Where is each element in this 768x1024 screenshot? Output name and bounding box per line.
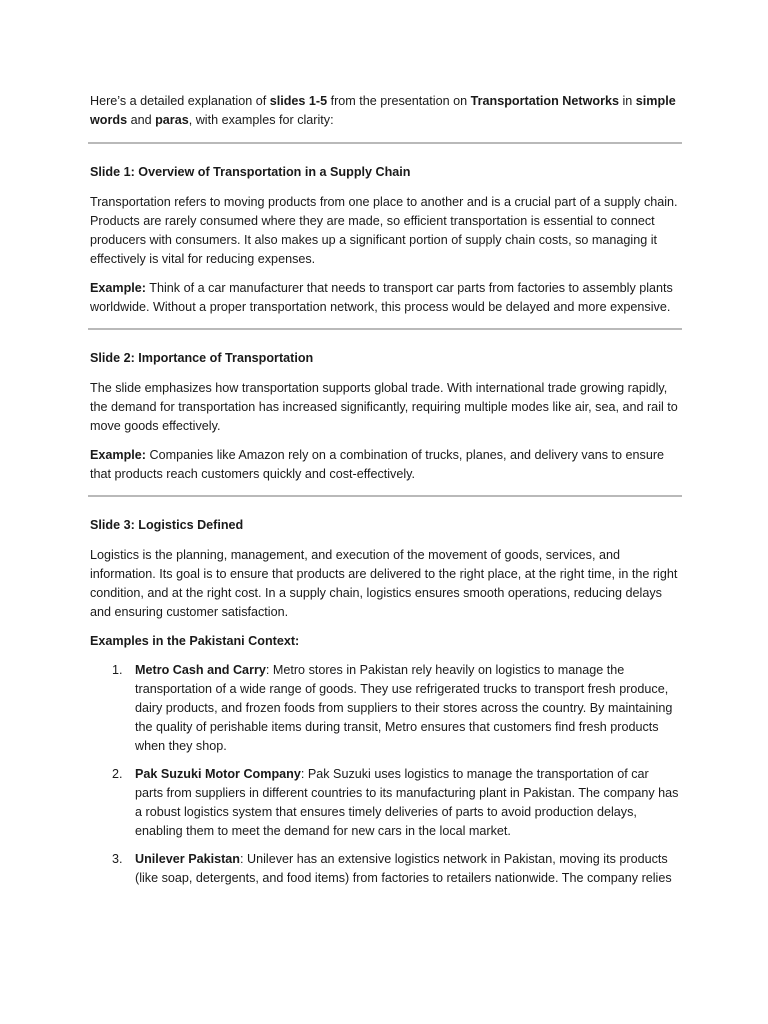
slide-3-heading: Slide 3: Logistics Defined: [90, 518, 244, 532]
slide-3-paragraph: Logistics is the planning, management, and execution of the movement of goods, services, and information. Its goal is to ensure that products are delivered to the right place, at the right time, in the right condition, and at the right cost. In a supply chain, logistics ensures smooth operations, reducing delays and ensuring customer satisfaction.: [90, 548, 678, 619]
list-item-number: 2.: [112, 767, 123, 781]
list-item: [90, 850, 680, 888]
slide-2-heading: Slide 2: Importance of Transportation: [90, 351, 314, 365]
document-page: [90, 92, 680, 897]
list-item: [90, 661, 680, 756]
slide-2-section: [90, 349, 680, 484]
list-item-title: Unilever Pakistan: [135, 852, 240, 866]
list-item-title: Metro Cash and Carry: [135, 663, 266, 677]
slide-1-heading: Slide 1: Overview of Transportation in a Supply Chain: [90, 165, 411, 179]
list-item-number: 1.: [112, 663, 123, 677]
slide-2-example: [90, 446, 680, 484]
slide-2-paragraph: The slide emphasizes how transportation supports global trade. With international trade growing rapidly, the demand for transportation has increased significantly, requiring multiple modes like air, sea, and rail to move goods effectively.: [90, 381, 678, 433]
examples-subheading: Examples in the Pakistani Context:: [90, 634, 300, 648]
example-text: Companies like Amazon rely on a combination of trucks, planes, and delivery vans to ensure that products reach customers quickly and cost-effectively.: [90, 448, 665, 481]
intro-bold-topic: Transportation Networks: [470, 94, 619, 108]
slide-1-example: [90, 279, 680, 317]
list-item-title: Pak Suzuki Motor Company: [135, 767, 301, 781]
intro-text: and: [127, 113, 156, 127]
list-item: [90, 765, 680, 841]
intro-paragraph: [90, 92, 680, 130]
list-item-text: : Unilever has an extensive logistics network in Pakistan, moving its products (like soap, detergents, and food items) from factories to retailers nationwide. The company relies: [135, 852, 672, 885]
intro-text: in: [618, 94, 636, 108]
slide-3-section: [90, 516, 680, 888]
list-item-text: : Metro stores in Pakistan rely heavily on logistics to manage the transportation of a wide range of goods. They use refrigerated trucks to transport fresh produce, dairy products, and frozen foods from suppliers to their stores across the country. By maintaining the quality of perishable items during transit, Metro ensures that customers find fresh products when they shop.: [135, 663, 673, 753]
intro-bold-slides: slides 1-5: [269, 94, 328, 108]
examples-list: [90, 661, 680, 888]
list-item-number: 3.: [112, 852, 123, 866]
example-text: Think of a car manufacturer that needs to transport car parts from factories to assembly plants worldwide. Without a proper transportation network, this process would be delayed and more expensive.: [90, 281, 673, 314]
intro-text: from the presentation on: [327, 94, 471, 108]
example-label: Example:: [90, 281, 146, 295]
intro-text: Here’s a detailed explanation of: [90, 94, 270, 108]
example-label: Example:: [90, 448, 146, 462]
divider: [88, 142, 682, 144]
intro-bold-paras: paras: [155, 113, 189, 127]
slide-1-paragraph: Transportation refers to moving products from one place to another and is a crucial part of a supply chain. Products are rarely consumed where they are made, so efficient transportation is essential to connect producers with consumers. It also makes up a significant portion of supply chain costs, so managing it effectively is vital for reducing expenses.: [90, 195, 678, 266]
intro-bold-simple-words: simple words: [90, 94, 676, 127]
list-item-text: : Pak Suzuki uses logistics to manage the transportation of car parts from suppliers in different countries to its manufacturing plant in Pakistan. The company has a robust logistics system that ensures timely deliveries of parts to avoid production delays, enabling them to meet the demand for new cars in the local market.: [135, 767, 679, 838]
divider: [88, 495, 682, 497]
slide-1-section: [90, 163, 680, 317]
divider: [88, 328, 682, 330]
intro-text: , with examples for clarity:: [188, 113, 334, 127]
